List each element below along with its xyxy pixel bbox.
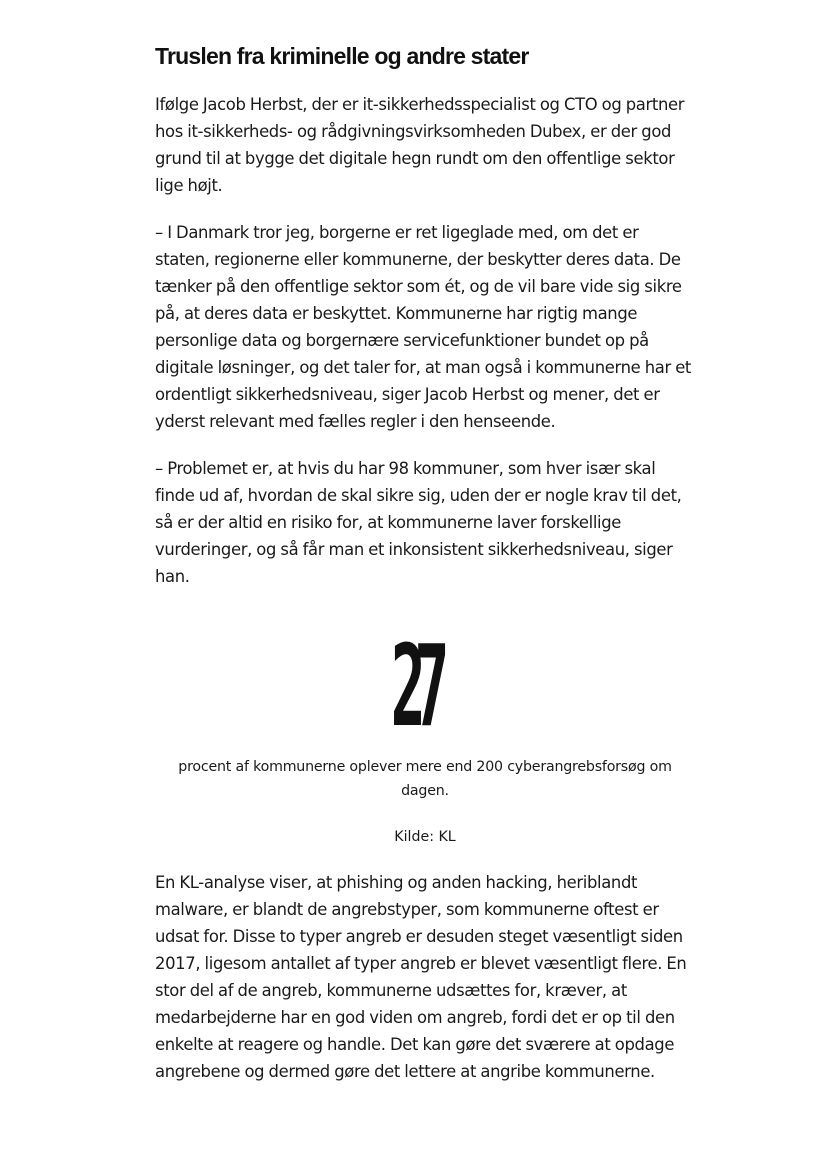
paragraph-problem-quote: – Problemet er, at hvis du har 98 kommuner, som hver især skal finde ud af, hvordan de skal sikre sig, uden der er nogle krav til det, så er der altid en risiko for, at kommunerne laver forskellige vurderinger, og så får man et inkonsistent sikkerhedsniveau, siger han. — [155, 459, 682, 586]
fact-box — [155, 622, 695, 849]
article-body — [155, 38, 695, 1105]
fact-number: 27 — [390, 622, 438, 752]
paragraph-herbst-intro: Ifølge Jacob Herbst, der er it-sikkerhedsspecialist og CTO og partner hos it-sikkerheds- og rådgivningsvirksomheden Dubex, er der god grund til at bygge det digitale hegn rundt om den offentlige sektor lige højt. — [155, 95, 685, 195]
section-heading: Truslen fra kriminelle og andre stater — [155, 43, 529, 69]
fact-caption: procent af kommunerne oplever mere end 200 cyberangrebsforsøg om dagen. — [178, 759, 672, 799]
fact-source: Kilde: KL — [394, 829, 456, 845]
paragraph-herbst-quote: – I Danmark tror jeg, borgerne er ret ligeglade med, om det er staten, regionerne eller kommunerne, der beskytter deres data. De tænker på den offentlige sektor som ét, og de vil bare vide sig sikre på, at deres data er beskyttet. Kommunerne har rigtig mange personlige data og borgernære servicefunktioner bundet op på digitale løsninger, og det taler for, at man også i kommunerne har et ordentligt sikkerhedsniveau, siger Jacob Herbst og mener, det er yderst relevant med fælles regler i den henseende. — [155, 223, 691, 431]
paragraph-kl-analysis: En KL-analyse viser, at phishing og anden hacking, heriblandt malware, er blandt de angrebstyper, som kommunerne oftest er udsat for. Disse to typer angreb er desuden steget væsentligt siden 2017, ligesom antallet af typer angreb er blevet væsentligt flere. En stor del af de angreb, kommunerne udsættes for, kræver, at medarbejderne har en god viden om angreb, fordi det er op til den enkelte at reagere og handle. Det kan gøre det sværere at opdage angrebene og dermed gøre det lettere at angribe kommunerne. — [155, 873, 687, 1081]
